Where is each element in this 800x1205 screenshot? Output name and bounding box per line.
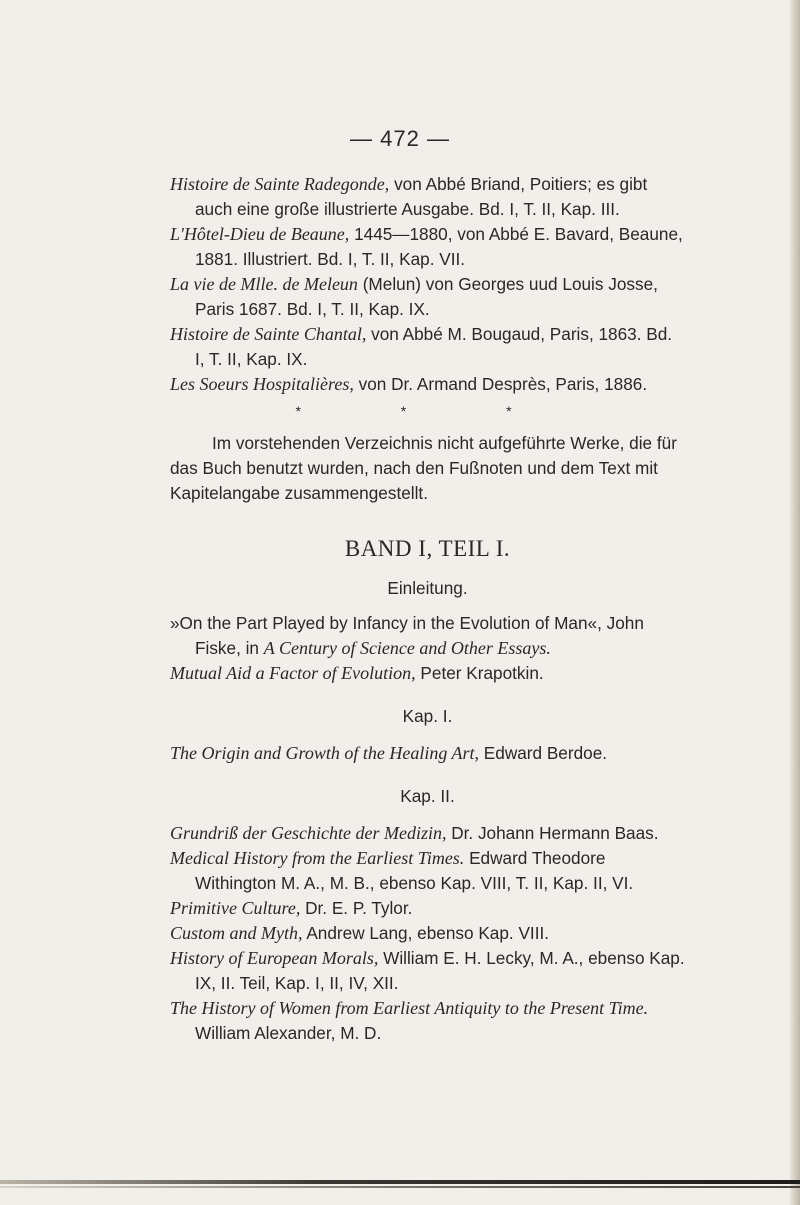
bib-entry-title: L'Hôtel-Dieu de Beaune,: [170, 224, 350, 244]
bib-entry-text: von Dr. Armand Desprès, Paris, 1886.: [353, 374, 648, 394]
bib-entry-text: Edward Theodore Withington M. A., M. B., ebenso Kap. VIII, T. II, Kap. II, VI.: [195, 848, 634, 893]
bib-entry: [170, 322, 685, 372]
bib-entry-text: William Alexander, M. D.: [195, 1023, 382, 1043]
bib-entry: [170, 272, 685, 322]
bib-entry-text: Dr. E. P. Tylor.: [300, 898, 413, 918]
bib-entry-title: Grundriß der Geschichte der Medizin,: [170, 823, 447, 843]
bib-entry: [170, 946, 685, 996]
bib-entry-title: Medical History from the Earliest Times.: [170, 848, 465, 868]
bib-entry-title: Histoire de Sainte Chantal,: [170, 324, 367, 344]
bib-entry-text: William E. H. Lecky, M. A., ebenso Kap. IX, II. Teil, Kap. I, II, IV, XII.: [195, 948, 685, 993]
bib-entry: [170, 172, 685, 222]
bib-entry: [170, 741, 685, 766]
bib-entry-text: (Melun) von Georges uud Louis Josse, Paris 1687. Bd. I, T. II, Kap. IX.: [195, 274, 658, 319]
section-heading-kap-1: Kap. I.: [402, 706, 453, 726]
asterism-divider: [170, 397, 685, 427]
bib-entry-text: Andrew Lang, ebenso Kap. VIII.: [302, 923, 550, 943]
intro-note: Im vorstehenden Verzeichnis nicht aufgeführte Werke, die für das Buch benutzt wurden, nach den Fußnoten und dem Text mit Kapitelangabe zusammengestellt.: [170, 433, 677, 503]
bib-entry: [170, 661, 685, 686]
bib-entry-prefix: »On the Part Played by Infancy in the Evolution of Man«, John Fiske, in: [170, 613, 644, 658]
bib-entry-title: La vie de Mlle. de Meleun: [170, 274, 358, 294]
bib-entry-title: Primitive Culture,: [170, 898, 301, 918]
page-number: — 472 —: [350, 126, 450, 151]
entries-top-list: [170, 172, 685, 397]
page-edge-shadow: [790, 0, 800, 1205]
bib-entry-title: Les Soeurs Hospitalières,: [170, 374, 354, 394]
bib-entry-text: Peter Krapotkin.: [415, 663, 544, 683]
bib-entry: [170, 921, 685, 946]
bib-entry: [170, 996, 685, 1046]
bib-entry-title: The History of Women from Earliest Antiquity to the Present Time.: [170, 998, 649, 1018]
asterism: * * *: [295, 403, 560, 419]
bib-entry: [170, 896, 685, 921]
bib-entry-title: Histoire de Sainte Radegonde,: [170, 174, 390, 194]
bib-entry-title: Custom and Myth,: [170, 923, 303, 943]
bib-entry: [170, 846, 685, 896]
section-heading-kap-2: Kap. II.: [400, 786, 455, 806]
bib-entry-text: 1445—1880, von Abbé E. Bavard, Beaune, 1881. Illustriert. Bd. I, T. II, Kap. VII.: [195, 224, 683, 269]
band-heading: BAND I, TEIL I.: [344, 536, 511, 561]
bib-entry-title: The Origin and Growth of the Healing Art,: [170, 743, 480, 763]
bib-entry-title: A Century of Science and Other Essays.: [263, 638, 551, 658]
bib-entry-title: History of European Morals,: [170, 948, 379, 968]
bib-entry: [170, 611, 685, 661]
bottom-scan-edge: [0, 1180, 800, 1184]
bib-entry-text: Edward Berdoe.: [479, 743, 608, 763]
bibliography-body: [170, 172, 685, 1046]
bib-entry: [170, 222, 685, 272]
bib-entry-text: von Abbé Briand, Poitiers; es gibt auch eine große illustrierte Ausgabe. Bd. I, T. II, Kap. III.: [195, 174, 648, 219]
bib-entry: [170, 372, 685, 397]
bib-entry-title: Mutual Aid a Factor of Evolution,: [170, 663, 416, 683]
bib-entry-text: von Abbé M. Bougaud, Paris, 1863. Bd. I, T. II, Kap. IX.: [195, 324, 673, 369]
section-heading-einleitung: Einleitung.: [387, 578, 468, 598]
bib-entry: [170, 821, 685, 846]
bib-entry-text: Dr. Johann Hermann Baas.: [446, 823, 659, 843]
bottom-scan-edge-secondary: [0, 1186, 800, 1188]
